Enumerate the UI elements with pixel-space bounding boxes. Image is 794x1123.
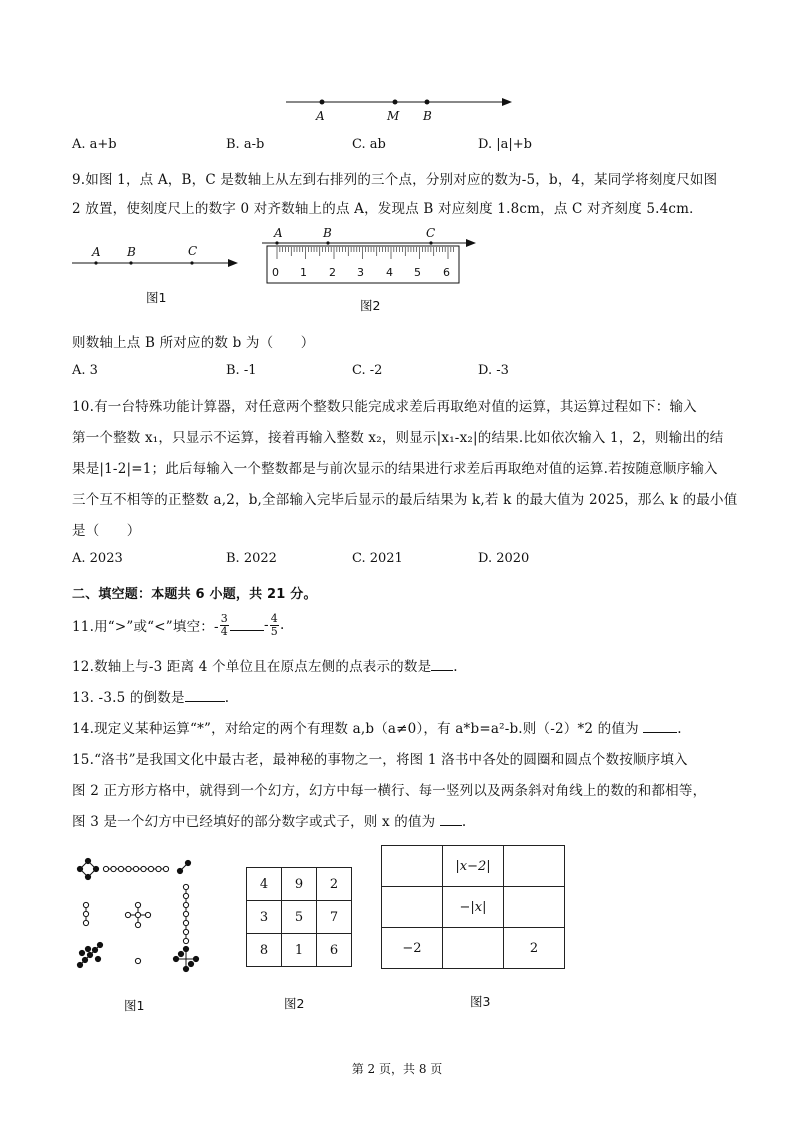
- luoshu-hollow-circle: [145, 912, 150, 917]
- luoshu-filled-dot: [93, 866, 98, 871]
- luoshu-filled-dot: [183, 966, 188, 971]
- magic-cell: 3: [247, 901, 282, 934]
- q13-answer-blank[interactable]: [185, 690, 225, 702]
- fig1-caption: 图1: [146, 290, 167, 305]
- luoshu-hollow-circle: [126, 866, 131, 871]
- q10-line-1: 10.有一台特殊功能计算器，对任意两个整数只能完成求差后再取绝对值的运算，其运算过程如下：输入: [72, 399, 697, 415]
- luoshu-hollow-circle: [183, 911, 188, 916]
- q12-suffix: .: [453, 659, 458, 675]
- q15-line-3: [72, 810, 466, 830]
- q12: [72, 655, 458, 675]
- luoshu-hollow-circle: [135, 902, 140, 907]
- q15-suffix: .: [461, 814, 467, 830]
- luoshu-hollow-circle: [135, 912, 140, 917]
- q11-frac1-num: 3: [220, 611, 228, 625]
- luoshu-hollow-circle: [183, 893, 188, 898]
- fig3-cell: |x−2|: [443, 846, 504, 887]
- q8-option-d: D. |a|+b: [478, 137, 532, 152]
- point-b: [425, 100, 430, 105]
- magic-cell: 6: [317, 934, 352, 967]
- q13-text: 13. -3.5 的倒数是: [72, 690, 185, 706]
- q10-line-2: 第一个整数 x₁，只显示不运算，接着再输入整数 x₂，则显示|x₁-x₂|的结果.比如依次输入 1，2，则输出的结: [72, 430, 724, 446]
- luoshu-hollow-circle: [183, 884, 188, 889]
- luoshu-filled-dot: [85, 858, 90, 863]
- luoshu-filled-dot: [188, 961, 193, 966]
- fig3-cell: [443, 928, 504, 969]
- luoshu-filled-dot: [87, 952, 92, 957]
- magic-square-table: [246, 867, 352, 967]
- fig3-cell: [382, 887, 443, 928]
- luoshu-filled-dot: [183, 946, 188, 951]
- label-m: M: [387, 109, 400, 123]
- luoshu-figure: [72, 855, 204, 975]
- q14-answer-blank[interactable]: [643, 721, 677, 733]
- luoshu-hollow-circle: [183, 929, 188, 934]
- fig1-label-a: A: [92, 245, 101, 259]
- q11-prefix: 11.用“>”或“<”填空：-: [72, 619, 219, 635]
- label-b: B: [423, 109, 432, 123]
- q11-answer-blank[interactable]: [230, 619, 264, 631]
- q9-line-1: 9.如图 1，点 A，B，C 是数轴上从左到右排列的三个点，分别对应的数为-5，b，4，某同学将刻度尺如图: [72, 172, 718, 188]
- luoshu-hollow-circle: [148, 866, 153, 871]
- q15-fig1-caption: 图1: [124, 998, 145, 1013]
- q11-frac1-den: 4: [220, 624, 228, 638]
- q10-option-c: C. 2021: [352, 551, 403, 566]
- luoshu-hollow-circle: [135, 958, 140, 963]
- magic-cell: 9: [282, 868, 317, 901]
- fig3-cell: [382, 846, 443, 887]
- fig3-cell: −|x|: [443, 887, 504, 928]
- fig3-cell: −2: [382, 928, 443, 969]
- q15-line-2: 图 2 正方形方格中，就得到一个幻方，幻方中每一横行、每一竖列以及两条斜对角线上的数的和都相等，: [72, 783, 707, 799]
- luoshu-filled-dot: [82, 957, 87, 962]
- luoshu-filled-dot: [85, 946, 90, 951]
- ruler-number-2: 2: [329, 266, 336, 279]
- q9-question: 则数轴上点 B 所对应的数 b 为（ ）: [72, 335, 315, 351]
- q10-line-5: 是（ ）: [72, 523, 141, 539]
- luoshu-hollow-circle: [183, 920, 188, 925]
- luoshu-filled-dot: [177, 868, 182, 873]
- luoshu-hollow-circle: [125, 912, 130, 917]
- q8-option-a: A. a+b: [72, 137, 117, 152]
- q15-fig3-caption: 图3: [470, 994, 491, 1009]
- luoshu-hollow-circle: [163, 866, 168, 871]
- q10-line-4: 三个互不相等的正整数 a,2，b,全部输入完毕后显示的最后结果为 k,若 k 的最大值为 2025，那么 k 的最小值: [72, 492, 738, 508]
- q9-option-c: C. -2: [352, 363, 383, 378]
- q11-suffix: .: [279, 617, 285, 633]
- magic-cell: 8: [247, 934, 282, 967]
- luoshu-filled-dot: [178, 951, 183, 956]
- q10-line-3: 果是|1-2|=1；此后每输入一个整数都是与前次显示的结果进行求差后再取绝对值的运算.若按随意顺序输入: [72, 461, 718, 477]
- q14-text: 14.现定义某种运算“*”，对给定的两个有理数 a,b（a≠0），有 a*b=a²-b.则（-2）*2 的值为: [72, 721, 639, 737]
- q10-option-b: B. 2022: [226, 551, 277, 566]
- q8-option-c: C. ab: [352, 137, 386, 152]
- q12-text: 12.数轴上与-3 距离 4 个单位且在原点左侧的点表示的数是: [72, 659, 432, 675]
- section-2-heading: 二、填空题：本题共 6 小题，共 21 分。: [72, 587, 317, 602]
- luoshu-hollow-circle: [141, 866, 146, 871]
- q13: [72, 686, 229, 706]
- ruler-number-1: 1: [300, 266, 307, 279]
- fig3-cell: 2: [504, 928, 565, 969]
- fig2-label-b: B: [323, 226, 332, 240]
- magic-cell: 4: [247, 868, 282, 901]
- luoshu-hollow-circle: [83, 920, 88, 925]
- fig3-cell: [504, 846, 565, 887]
- q15-answer-blank[interactable]: [440, 814, 462, 826]
- luoshu-filled-dot: [92, 947, 97, 952]
- point-a: [320, 100, 325, 105]
- fig2-caption: 图2: [360, 298, 381, 313]
- fig1-label-b: B: [127, 245, 136, 259]
- luoshu-hollow-circle: [156, 866, 161, 871]
- luoshu-hollow-circle: [103, 866, 108, 871]
- fig3-cell: [504, 887, 565, 928]
- magic-cell: 5: [282, 901, 317, 934]
- page-footer: 第 2 页，共 8 页: [351, 1062, 443, 1076]
- q9-option-d: D. -3: [478, 363, 509, 378]
- magic-cell: 2: [317, 868, 352, 901]
- luoshu-filled-dot: [85, 874, 90, 879]
- ruler-number-5: 5: [414, 266, 421, 279]
- luoshu-hollow-circle: [83, 911, 88, 916]
- label-a: A: [316, 109, 325, 123]
- ruler-number-4: 4: [386, 266, 393, 279]
- fig2-label-a: A: [274, 226, 283, 240]
- luoshu-hollow-circle: [183, 902, 188, 907]
- figure3-table: [381, 845, 565, 969]
- q10-option-d: D. 2020: [478, 551, 530, 566]
- luoshu-filled-dot: [95, 956, 100, 961]
- q15-line-1: 15.“洛书”是我国文化中最古老，最神秘的事物之一，将图 1 洛书中各处的圆圈和圆点个数按顺序填入: [72, 752, 688, 768]
- q15-fig2-caption: 图2: [284, 996, 305, 1011]
- luoshu-filled-dot: [77, 866, 82, 871]
- magic-cell: 7: [317, 901, 352, 934]
- q15-line-3-text: 图 3 是一个幻方中已经填好的部分数字或式子，则 x 的值为: [72, 814, 436, 830]
- fig2-label-c: C: [426, 226, 436, 240]
- luoshu-hollow-circle: [118, 866, 123, 871]
- luoshu-filled-dot: [97, 942, 102, 947]
- luoshu-hollow-circle: [183, 938, 188, 943]
- q11: [72, 611, 284, 639]
- q8-option-b: B. a-b: [226, 137, 265, 152]
- luoshu-filled-dot: [193, 956, 198, 961]
- ruler-number-3: 3: [357, 266, 364, 279]
- q9-option-b: B. -1: [226, 363, 257, 378]
- magic-cell: 1: [282, 934, 317, 967]
- fig1-label-c: C: [188, 244, 198, 258]
- q11-fraction-1: [220, 613, 229, 638]
- q11-fraction-2: [270, 613, 279, 638]
- q9-option-a: A. 3: [72, 363, 98, 378]
- q10-option-a: A. 2023: [72, 551, 123, 566]
- luoshu-filled-dot: [77, 962, 82, 967]
- q11-mid: -: [263, 617, 269, 633]
- q11-frac2-den: 5: [270, 624, 278, 638]
- q14: [72, 717, 682, 737]
- luoshu-hollow-circle: [135, 922, 140, 927]
- q12-answer-blank[interactable]: [431, 659, 453, 671]
- luoshu-filled-dot: [79, 950, 84, 955]
- luoshu-filled-dot: [173, 956, 178, 961]
- luoshu-filled-dot: [185, 860, 190, 865]
- ruler-number-6: 6: [443, 266, 450, 279]
- luoshu-hollow-circle: [133, 866, 138, 871]
- q14-suffix: .: [677, 721, 682, 737]
- point-m: [393, 100, 398, 105]
- q11-frac2-num: 4: [270, 611, 278, 625]
- luoshu-hollow-circle: [111, 866, 116, 871]
- q9-line-2: 2 放置，使刻度尺上的数字 0 对齐数轴上的点 A，发现点 B 对应刻度 1.8cm，点 C 对齐刻度 5.4cm．: [72, 201, 703, 217]
- luoshu-hollow-circle: [83, 902, 88, 907]
- q13-suffix: .: [224, 690, 230, 706]
- ruler-number-0: 0: [272, 266, 279, 279]
